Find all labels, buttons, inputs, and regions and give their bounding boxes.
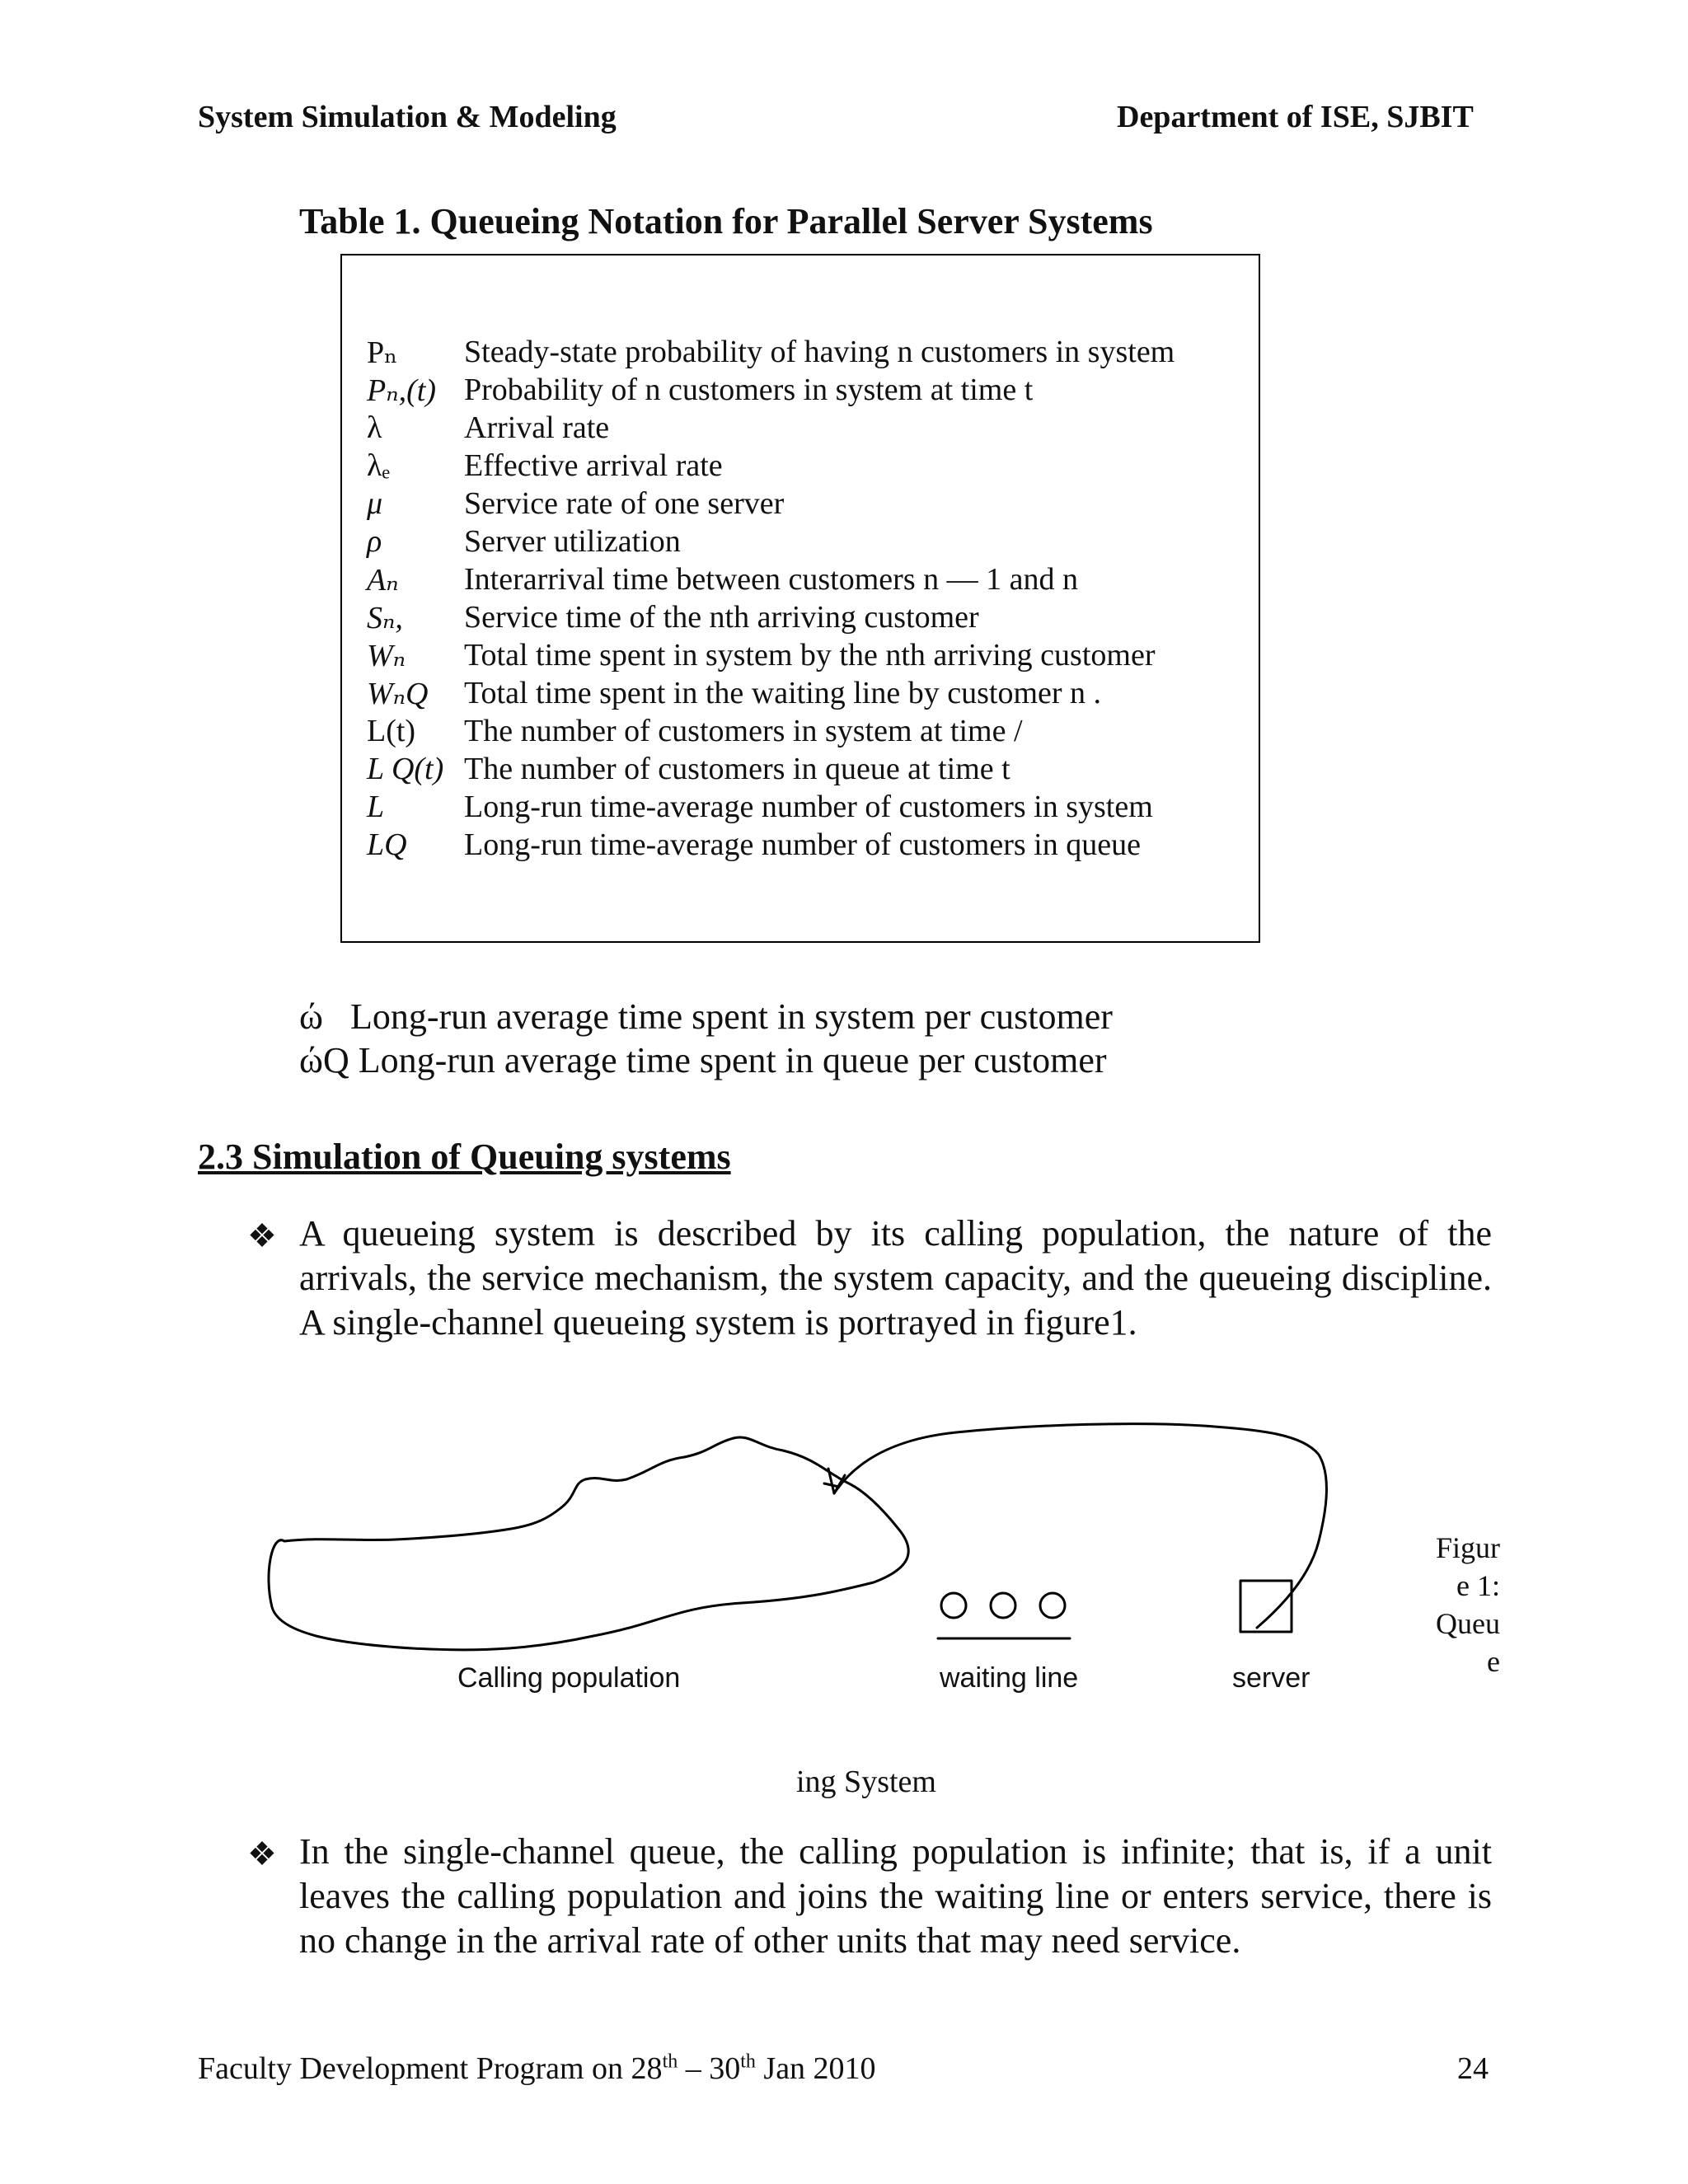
arrow-head-icon (824, 1469, 845, 1493)
notation-symbol: L (367, 790, 385, 824)
notation-description: Long-run average time spent in queue per customer (358, 1040, 1107, 1080)
notation-symbol: L Q(t) (367, 752, 444, 786)
notation-symbol: λₑ (367, 448, 391, 483)
bullet-icon: ❖ (247, 1835, 277, 1872)
notation-symbol: ώQ (299, 1040, 349, 1080)
notation-description: Service rate of one server (464, 486, 785, 521)
figure-caption-tail: ing System (796, 1765, 936, 1799)
return-path-line (834, 1424, 1326, 1628)
server-box (1240, 1581, 1292, 1632)
notation-symbol: LQ (367, 827, 407, 862)
waiting-unit-2 (991, 1593, 1015, 1618)
notation-symbol: Wₙ (367, 639, 406, 673)
paragraph-queueing-system: A queueing system is described by its calling population, the nature of the arrivals, the service mechanism, the system capacity, and the queueing discipline. A single-channel queueing system is portrayed in figure1. (299, 1213, 1492, 1343)
waiting-unit-3 (1040, 1593, 1065, 1618)
notation-symbol: ώ (299, 996, 323, 1037)
footer-text: – 30 (678, 2051, 741, 2086)
notation-description: Total time spent in the waiting line by customer n . (464, 676, 1102, 710)
notation-symbol: ρ (367, 524, 382, 559)
footer-program (198, 2050, 876, 2087)
notation-line-omega (299, 996, 1113, 1038)
notation-symbol: L(t) (367, 714, 416, 748)
notation-description: Probability of n customers in system at time t (464, 373, 1034, 407)
notation-table (340, 254, 1260, 943)
section-heading: 2.3 Simulation of Queuing systems (198, 1137, 731, 1177)
page-number: 24 (1457, 2051, 1489, 2086)
notation-symbol: λ (367, 410, 382, 445)
notation-line-omega-q (299, 1039, 1107, 1081)
footer-text: Jan 2010 (755, 2051, 876, 2086)
table-caption: Table 1. Queueing Notation for Parallel Server Systems (299, 201, 1153, 241)
running-header-title: System Simulation & Modeling (198, 100, 617, 134)
calling-population-label: Calling population (457, 1662, 681, 1694)
figure-caption: Figure 1: Queue (1435, 1531, 1500, 1678)
notation-description: Arrival rate (464, 410, 610, 445)
waiting-line-label: waiting line (940, 1662, 1079, 1694)
footer-sup: th (740, 2050, 756, 2073)
notation-description: The number of customers in queue at time t (464, 752, 1010, 786)
running-header-department: Department of ISE, SJBIT (1117, 100, 1474, 134)
notation-symbol: Aₙ (367, 563, 399, 598)
notation-description: Steady-state probability of having n customers in system (464, 335, 1175, 369)
notation-symbol: Pₙ (367, 335, 398, 370)
paragraph-single-channel: In the single-channel queue, the calling population is infinite; that is, if a unit leaves the calling population and joins the waiting line or enters service, there is no change in the arrival rate of other units that may need service. (299, 1831, 1492, 1961)
notation-description: Total time spent in system by the nth arriving customer (464, 638, 1156, 673)
notation-description: Interarrival time between customers n — 1 and n (464, 562, 1078, 597)
notation-description: Service time of the nth arriving customer (464, 600, 979, 635)
server-label: server (1232, 1662, 1311, 1694)
notation-symbol: Sₙ, (367, 601, 403, 635)
notation-description: Long-run time-average number of customers in system (464, 790, 1153, 824)
notation-symbol: μ (367, 486, 383, 521)
notation-description: Effective arrival rate (464, 448, 723, 483)
notation-description: Long-run average time spent in system per customer (349, 996, 1113, 1037)
notation-symbol: WₙQ (367, 677, 429, 711)
calling-population-outline (269, 1437, 908, 1650)
footer-text: Faculty Development Program on 28 (198, 2051, 663, 2086)
notation-description: Long-run time-average number of customers in queue (464, 827, 1141, 862)
bullet-icon: ❖ (247, 1217, 277, 1254)
notation-symbol: Pₙ,(t) (367, 373, 436, 408)
footer-sup: th (662, 2050, 678, 2073)
notation-description: The number of customers in system at time / (464, 714, 1023, 748)
waiting-unit-1 (941, 1593, 966, 1618)
notation-description: Server utilization (464, 524, 681, 559)
